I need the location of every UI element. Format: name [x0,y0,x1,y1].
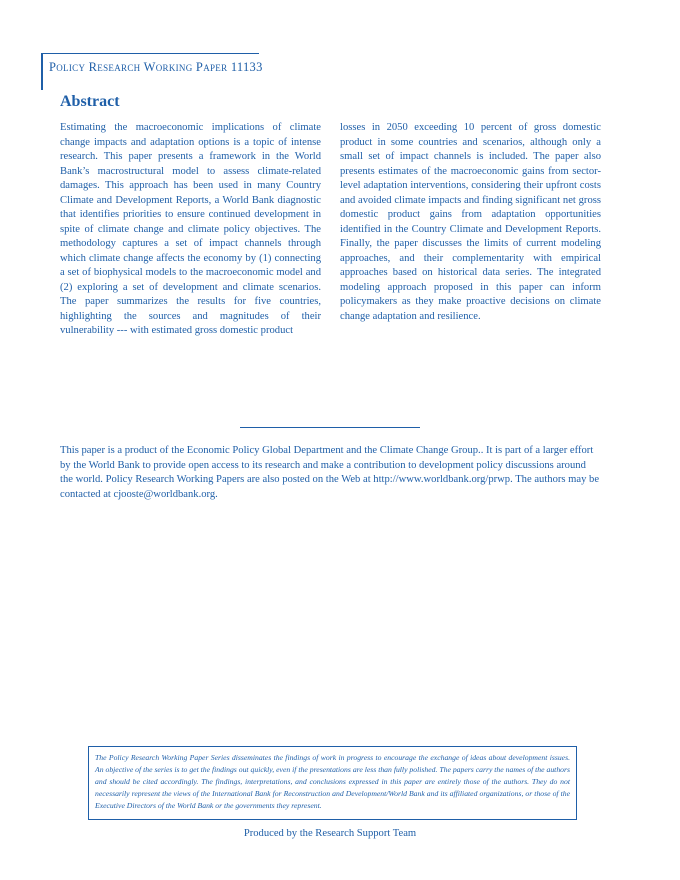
product-note: This paper is a product of the Economic Policy Global Department and the Climate Change Group.. It is part of a larger effort by the World Bank to provide open access to its research and make a contribution to development policy discussions around the world. Policy Research Working Papers are also posted on the Web at http://www.worldbank.org/prwp. The authors may be contacted at cjooste@worldbank.org. [60,445,600,500]
abstract-column-right: losses in 2050 exceeding 10 percent of gross domestic product in some countries and scenarios, although only a small set of impact channels is included. The paper also presents estimates of the macroeconomic gains from sector-level adaptation interventions, considering their upfront costs and avoided climate impacts and finding significant net gross domestic product gains from adaptation opportunities identified in the Country Climate and Development Reports. Finally, the paper discusses the limits of current modeling approaches, and their complementarity with empirical approaches based on historical data series. The integrated modeling approach proposed in this paper can inform policymakers as they make proactive decisions on climate change adaptation and resilience. [340,122,601,322]
series-title: Policy Research Working Paper 11133 [49,60,263,74]
disclaimer-box [88,746,577,820]
abstract-column-left: Estimating the macroeconomic implications of climate change impacts and adaptation options is a topic of intense research. This paper presents a framework in the World Bank’s macrostructural model to assess climate-related damages. This approach has been used in many Country Climate and Development Reports, a World Bank diagnostic that identifies priorities to ensure continued development in spite of climate change and climate policy objectives. The methodology captures a set of impact channels through which climate change affects the economy by (1) connecting a set of biophysical models to the macroeconomic model and (2) exploring a set of development and climate scenarios. The paper summarizes the results for five countries, highlighting the sources and magnitudes of their vulnerability --- with estimated gross domestic product [60,122,321,336]
disclaimer-text: The Policy Research Working Paper Series disseminates the findings of work in progress to encourage the exchange of ideas about development issues. An objective of the series is to get the findings out quickly, even if the presentations are less than fully polished. The papers carry the names of the authors and should be cited accordingly. The findings, interpretations, and conclusions expressed in this paper are entirely those of the authors. They do not necessarily represent the views of the International Bank for Reconstruction and Development/World Bank and its affiliated organizations, or those of the Executive Directors of the World Bank or the governments they represent. [95,753,570,810]
series-title-box [41,53,263,90]
section-divider [240,427,420,428]
abstract-heading: Abstract [60,93,120,110]
produced-by-footer: Produced by the Research Support Team [243,828,417,839]
